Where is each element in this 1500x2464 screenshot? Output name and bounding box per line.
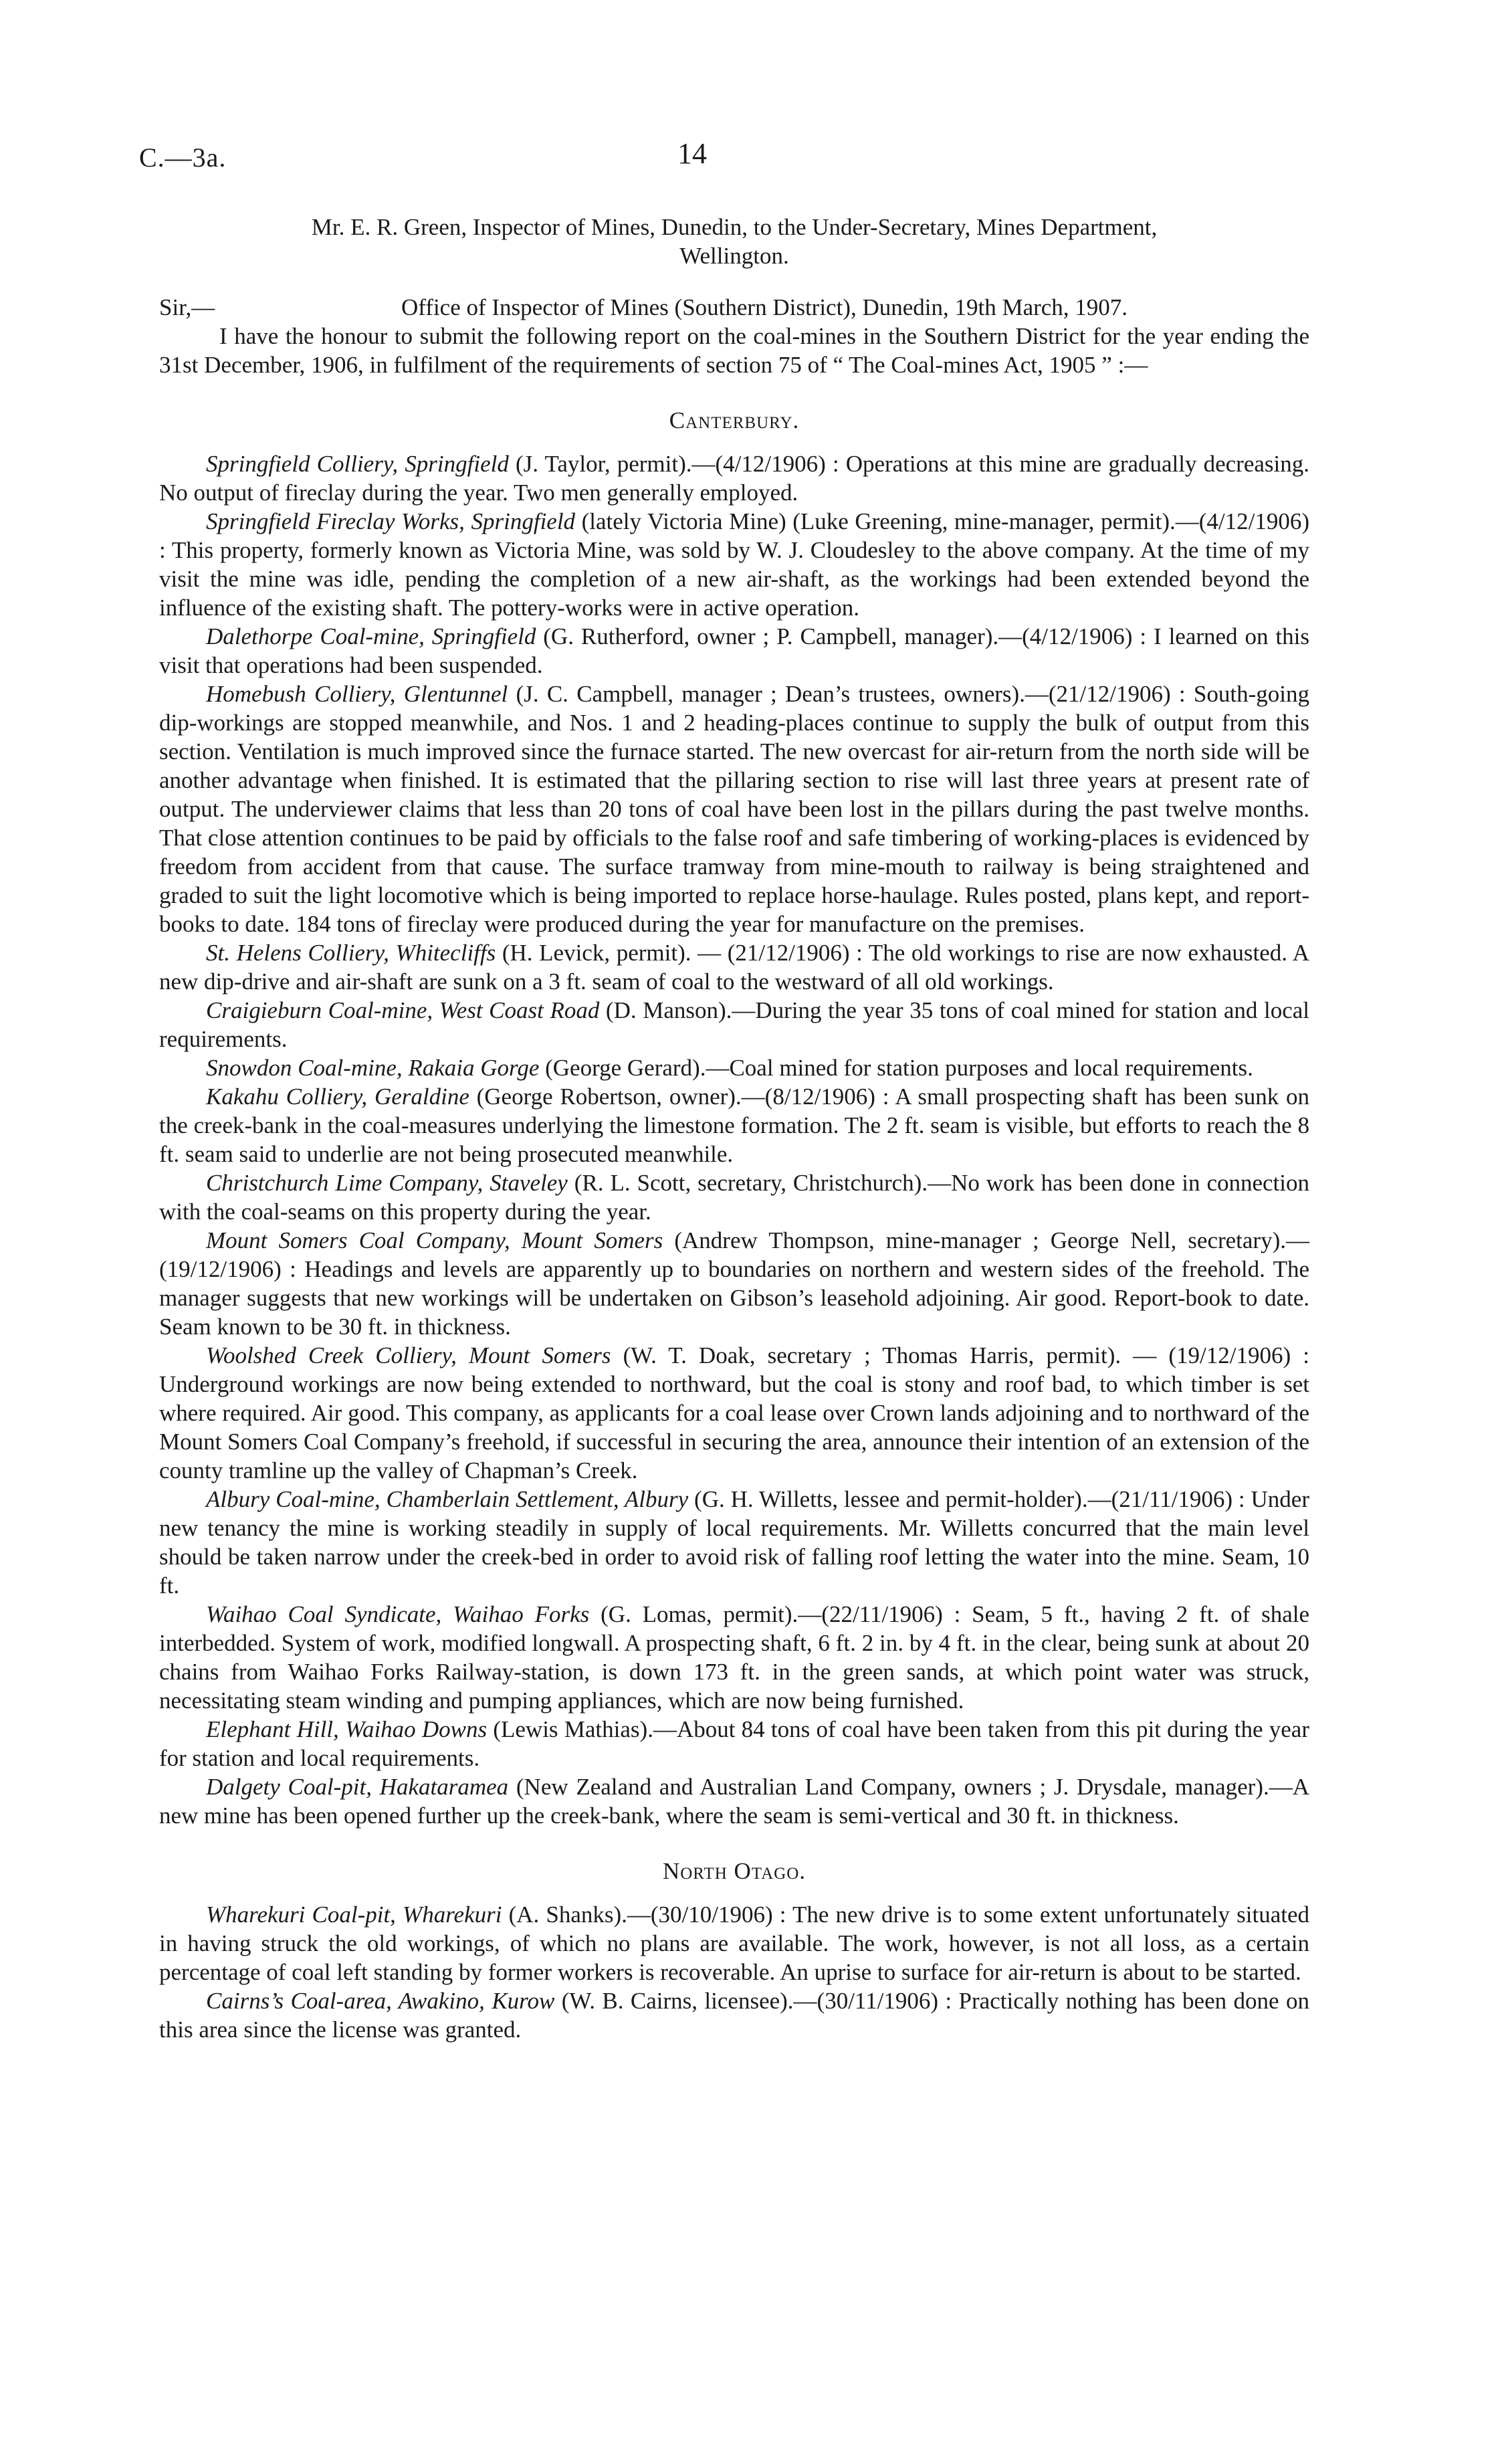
mine-name: Cairns’s Coal-area, Awakino, Kurow	[206, 1988, 555, 2014]
mine-name: St. Helens Colliery, Whitecliffs	[206, 940, 496, 966]
mine-name: Wharekuri Coal-pit, Wharekuri	[206, 1902, 502, 1928]
mine-report: (Andrew Thompson, mine-manager ; George Nell, secretary).—(19/12/1906) : Headings and levels are apparently up to boundaries on northern and western sides of the freehold. The manager suggests that new workings will be undertaken on Gibson’s leasehold adjoining. Air good. Report-book to date. Seam known to be 30 ft. in thickness.	[159, 1227, 1309, 1340]
mine-entry	[159, 680, 1309, 938]
mine-name: Dalethorpe Coal-mine, Springfield	[206, 623, 536, 649]
mine-name: Kakahu Colliery, Geraldine	[206, 1084, 469, 1110]
office-dateline: Office of Inspector of Mines (Southern District), Dunedin, 19th March, 1907.	[401, 294, 1128, 320]
mine-name: Homebush Colliery, Glentunnel	[206, 681, 508, 707]
salutation-row	[159, 293, 1309, 322]
mine-entry	[159, 996, 1309, 1053]
mine-report: (George Gerard).—Coal mined for station purposes and local requirements.	[539, 1055, 1253, 1081]
mine-entry	[159, 1600, 1309, 1715]
mine-entry	[159, 1082, 1309, 1168]
mine-entry	[159, 622, 1309, 680]
mine-report: (A. Shanks).—(30/10/1906) : The new drive is to some extent unfortunately situated in having struck the old workings, of which no plans are available. The work, however, is not all loss, as a certain percentage of coal left standing by former workers is recoverable. An uprise to surface for air-return is about to be started.	[159, 1902, 1309, 1985]
mine-name: Albury Coal-mine, Chamberlain Settlement, Albury	[206, 1486, 689, 1512]
mine-report: (G. Rutherford, owner ; P. Campbell, manager).—(4/12/1906) : I learned on this visit that operations had been suspended.	[159, 623, 1309, 678]
mine-report: (G. Lomas, permit).—(22/11/1906) : Seam, 5 ft., having 2 ft. of shale interbedded. System of work, modified longwall. A prospecting shaft, 6 ft. 2 in. by 4 ft. in the clear, being sunk at about 20 chains from Waihao Forks Railway-station, is down 173 ft. in the green sands, at which point water was struck, necessitating steam winding and pumping appliances, which are now being furnished.	[159, 1601, 1309, 1714]
mine-name: Woolshed Creek Colliery, Mount Somers	[206, 1342, 611, 1368]
mine-entry	[159, 1168, 1309, 1226]
mine-report: (J. Taylor, permit).—(4/12/1906) : Operations at this mine are gradually decreasing. No output of fireclay during the year. Two men generally employed.	[159, 451, 1309, 506]
address-line-1: Mr. E. R. Green, Inspector of Mines, Dunedin, to the Under-Secretary, Mines Department,	[311, 214, 1158, 240]
mine-report: (Lewis Mathias).—About 84 tons of coal have been taken from this pit during the year for station and local requirements.	[159, 1716, 1309, 1771]
mine-entry	[159, 507, 1309, 622]
mine-entry	[159, 1341, 1309, 1485]
mine-name: Snowdon Coal-mine, Rakaia Gorge	[206, 1055, 540, 1081]
page-number: 14	[677, 137, 707, 170]
mine-report: (W. B. Cairns, licensee).—(30/11/1906) : Practically nothing has been done on this area since the license was granted.	[159, 1988, 1309, 2043]
section-heading: Canterbury.	[669, 407, 800, 433]
section-heading: North Otago.	[662, 1858, 807, 1884]
mine-name: Mount Somers Coal Company, Mount Somers	[206, 1227, 663, 1253]
report-body	[159, 213, 1309, 2044]
mine-name: Springfield Colliery, Springfield	[206, 451, 509, 477]
mine-name: Dalgety Coal-pit, Hakataramea	[206, 1774, 509, 1800]
mine-entry	[159, 1053, 1309, 1082]
mine-entry	[159, 1485, 1309, 1600]
mine-entry	[159, 1226, 1309, 1341]
mine-entry	[159, 1772, 1309, 1830]
mine-entry	[159, 1900, 1309, 1986]
intro-paragraph: I have the honour to submit the following report on the coal-mines in the Southern District for the year ending the 31st December, 1906, in fulfilment of the requirements of section 75 of “ The Coal-mines Act, 1905 ” :—	[159, 323, 1309, 378]
mine-entry	[159, 449, 1309, 507]
report-code: C.—3a.	[139, 142, 227, 173]
mine-name: Springfield Fireclay Works, Springfield	[206, 508, 576, 534]
mine-name: Elephant Hill, Waihao Downs	[206, 1716, 488, 1742]
mine-report: (J. C. Campbell, manager ; Dean’s trustees, owners).—(21/12/1906) : South-going dip-workings are stopped meanwhile, and Nos. 1 and 2 heading-places continue to supply the bulk of output from this section. Ventilation is much improved since the furnace started. The new overcast for air-return from the north side will be another advantage when finished. It is estimated that the pillaring section to rise will last three years at present rate of output. The underviewer claims that less than 20 tons of coal have been lost in the pillars during the past twelve months. That close attention continues to be paid by officials to the false roof and safe timbering of working-places is evidenced by freedom from accident from that cause. The surface tramway from mine-mouth to railway is being straightened and graded to suit the light locomotive which is being imported to replace horse-haulage. Rules posted, plans kept, and report-books to date. 184 tons of fireclay were produced during the year for manufacture on the premises.	[159, 681, 1309, 937]
mine-name: Christchurch Lime Company, Staveley	[206, 1170, 568, 1196]
mine-name: Waihao Coal Syndicate, Waihao Forks	[206, 1601, 590, 1627]
section-canterbury	[159, 406, 1309, 1830]
mine-name: Craigieburn Coal-mine, West Coast Road	[206, 997, 600, 1023]
section-north-otago	[159, 1857, 1309, 2044]
mine-report: (George Robertson, owner).—(8/12/1906) : A small prospecting shaft has been sunk on the creek-bank in the coal-measures underlying the limestone formation. The 2 ft. seam is visible, but efforts to reach the 8 ft. seam said to underlie are not being prosecuted meanwhile.	[159, 1084, 1309, 1167]
mine-entry	[159, 1715, 1309, 1772]
mine-entry	[159, 938, 1309, 996]
address-line-2: Wellington.	[679, 243, 789, 269]
salutation: Sir,—	[159, 294, 215, 320]
mine-report: (R. L. Scott, secretary, Christchurch).—No work has been done in connection with the coal-seams on this property during the year.	[159, 1170, 1309, 1225]
mine-report: (H. Levick, permit). — (21/12/1906) : The old workings to rise are now exhausted. A new dip-drive and air-shaft are sunk on a 3 ft. seam of coal to the westward of all old workings.	[159, 940, 1309, 995]
mine-report: (lately Victoria Mine) (Luke Greening, mine-manager, permit).—(4/12/1906) : This property, formerly known as Victoria Mine, was sold by W. J. Cloudesley to the above company. At the time of my visit the mine was idle, pending the completion of a new air-shaft, as the workings had been extended beyond the influence of the existing shaft. The pottery-works were in active operation.	[159, 508, 1309, 621]
mine-report: (New Zealand and Australian Land Company, owners ; J. Drysdale, manager).—A new mine has been opened further up the creek-bank, where the seam is semi-vertical and 30 ft. in thickness.	[159, 1774, 1309, 1829]
mine-report: (G. H. Willetts, lessee and permit-holder).—(21/11/1906) : Under new tenancy the mine is working steadily in supply of local requirements. Mr. Willetts concurred that the main level should be taken narrow under the creek-bed in order to avoid risk of falling roof letting the water into the mine. Seam, 10 ft.	[159, 1486, 1309, 1599]
mine-report: (D. Manson).—During the year 35 tons of coal mined for station and local requirements.	[159, 997, 1310, 1052]
mine-entry	[159, 1986, 1309, 2044]
mine-report: (W. T. Doak, secretary ; Thomas Harris, permit). — (19/12/1906) : Underground workings are now being extended to northward, but the coal is stony and roof bad, to which timber is set where required. Air good. This company, as applicants for a coal lease over Crown lands adjoining and to northward of the Mount Somers Coal Company’s freehold, if successful in securing the area, announce their intention of an extension of the county tramline up the valley of Chapman’s Creek.	[159, 1342, 1309, 1483]
